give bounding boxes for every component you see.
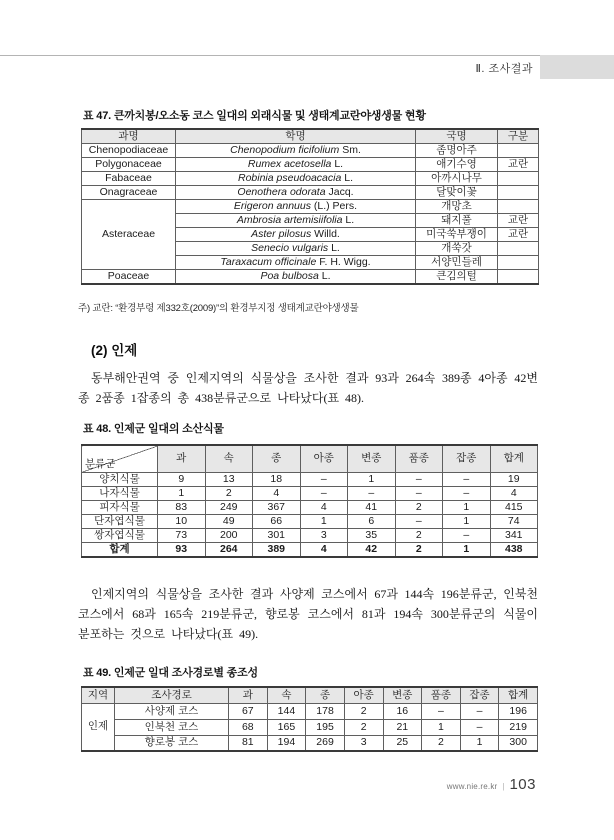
value-cell: – [460, 719, 499, 735]
section-title: (2) 인제 [91, 343, 138, 358]
table-row [82, 158, 539, 172]
taxon-cell: 나자식물 [82, 486, 158, 500]
page-footer [78, 777, 536, 795]
value-cell: 81 [229, 735, 268, 751]
korean-name-cell: 아까시나무 [416, 172, 498, 186]
value-cell: – [460, 703, 499, 719]
korean-name-cell: 큰김의털 [416, 270, 498, 285]
value-cell: 66 [253, 514, 301, 528]
route-cell: 인북천 코스 [115, 719, 229, 735]
footer-page-number: 103 [509, 776, 536, 793]
category-cell: 교란 [498, 214, 539, 228]
table-row [82, 703, 538, 719]
korean-name-cell: 좀명아주 [416, 144, 498, 158]
value-cell: 16 [383, 703, 422, 719]
value-cell: 2 [344, 719, 383, 735]
value-cell: 367 [253, 500, 301, 514]
value-cell: 10 [158, 514, 206, 528]
header-accent-box [540, 55, 614, 79]
value-cell: 2 [395, 528, 443, 542]
value-cell: 4 [300, 500, 348, 514]
value-cell: 195 [306, 719, 345, 735]
taxon-cell: 양치식물 [82, 472, 158, 486]
col-header: 과 [158, 445, 206, 472]
value-cell: 264 [205, 542, 253, 557]
value-cell: 178 [306, 703, 345, 719]
value-cell: – [395, 514, 443, 528]
value-cell: 1 [443, 542, 491, 557]
value-cell: 4 [300, 542, 348, 557]
col-header: 아종 [344, 687, 383, 703]
value-cell: 19 [490, 472, 538, 486]
value-cell: 4 [253, 486, 301, 500]
value-cell: 21 [383, 719, 422, 735]
value-cell: – [443, 528, 491, 542]
author: (L.) Pers. [313, 200, 358, 212]
value-cell: 2 [344, 703, 383, 719]
value-cell: – [443, 472, 491, 486]
value-cell: 49 [205, 514, 253, 528]
value-cell: 1 [443, 514, 491, 528]
author: L. [345, 214, 355, 226]
table-row [82, 144, 539, 158]
col-header-scientific-name: 학명 [176, 129, 416, 144]
taxon-cell: 피자식물 [82, 500, 158, 514]
value-cell: 341 [490, 528, 538, 542]
col-header-korean-name: 국명 [416, 129, 498, 144]
korean-name-cell: 애기수영 [416, 158, 498, 172]
value-cell: 415 [490, 500, 538, 514]
scientific-name-cell [176, 228, 416, 242]
korean-name-cell: 개쑥갓 [416, 242, 498, 256]
col-header: 과 [229, 687, 268, 703]
family-cell: Asteraceae [82, 200, 176, 270]
total-row [82, 542, 538, 557]
value-cell: 67 [229, 703, 268, 719]
value-cell: 219 [499, 719, 538, 735]
col-header: 속 [205, 445, 253, 472]
value-cell: 41 [348, 500, 396, 514]
value-cell: 194 [267, 735, 306, 751]
col-header-region: 지역 [82, 687, 115, 703]
table-row [82, 186, 539, 200]
value-cell: 144 [267, 703, 306, 719]
col-header: 품종 [395, 445, 443, 472]
col-header-category: 구분 [498, 129, 539, 144]
value-cell: 6 [348, 514, 396, 528]
header-section-title: Ⅱ. 조사결과 [475, 63, 533, 75]
value-cell: 165 [267, 719, 306, 735]
taxon-cell: 쌍자엽식물 [82, 528, 158, 542]
value-cell: 300 [499, 735, 538, 751]
value-cell: – [348, 486, 396, 500]
scientific-name: Senecio vulgaris [251, 242, 329, 254]
category-cell [498, 186, 539, 200]
corner-cell-diagonal [82, 445, 158, 472]
table-48 [81, 444, 538, 558]
route-cell: 사양제 코스 [115, 703, 229, 719]
family-cell: Fabaceae [82, 172, 176, 186]
value-cell: 2 [422, 735, 461, 751]
corner-label: 분류군 [85, 457, 116, 470]
korean-name-cell: 미국쑥부쟁이 [416, 228, 498, 242]
value-cell: 301 [253, 528, 301, 542]
category-cell [498, 242, 539, 256]
scientific-name: Aster pilosus [251, 228, 312, 240]
category-cell [498, 256, 539, 270]
value-cell: 1 [460, 735, 499, 751]
region-cell: 인제 [82, 703, 115, 751]
taxon-cell: 합계 [82, 542, 158, 557]
value-cell: 68 [229, 719, 268, 735]
col-header: 합계 [490, 445, 538, 472]
value-cell: 74 [490, 514, 538, 528]
scientific-name: Oenothera odorata [237, 186, 326, 198]
paragraph-2: 인제지역의 식물상을 조사한 결과 사양제 코스에서 67과 144속 196분류군, 인북천 코스에서 68과 165속 219분류군, 향로봉 코스에서 81과 194속 300분류군의 식물이 분포하는 것으로 나타났다(표 49). [78, 587, 538, 641]
table-row [82, 528, 538, 542]
footer-site-url: www.nie.re.kr [446, 782, 498, 791]
route-cell: 향로봉 코스 [115, 735, 229, 751]
footer-separator: | [502, 782, 505, 791]
value-cell: – [422, 703, 461, 719]
scientific-name-cell [176, 144, 416, 158]
author: L. [334, 158, 344, 170]
author: Sm. [342, 144, 361, 156]
value-cell: 1 [348, 472, 396, 486]
value-cell: 13 [205, 472, 253, 486]
scientific-name-cell [176, 186, 416, 200]
table48-header-row [82, 445, 538, 472]
table-row [82, 735, 538, 751]
scientific-name-cell [176, 242, 416, 256]
value-cell: 2 [205, 486, 253, 500]
category-cell [498, 200, 539, 214]
col-header-route: 조사경로 [115, 687, 229, 703]
value-cell: – [395, 472, 443, 486]
table-row [82, 514, 538, 528]
value-cell: 1 [422, 719, 461, 735]
scientific-name: Rumex acetosella [247, 158, 332, 170]
scientific-name: Poa bulbosa [260, 270, 319, 282]
value-cell: 73 [158, 528, 206, 542]
table-row [82, 200, 539, 214]
author: Willd. [314, 228, 340, 240]
table49-title: 표 49. 인제군 일대 조사경로별 종조성 [83, 667, 258, 679]
col-header: 합계 [499, 687, 538, 703]
value-cell: 269 [306, 735, 345, 751]
value-cell: 35 [348, 528, 396, 542]
korean-name-cell: 서양민들레 [416, 256, 498, 270]
value-cell: 18 [253, 472, 301, 486]
scientific-name-cell [176, 158, 416, 172]
table48-title: 표 48. 인제군 일대의 소산식물 [83, 423, 224, 435]
col-header: 잡종 [443, 445, 491, 472]
korean-name-cell: 달맞이꽃 [416, 186, 498, 200]
table49-header-row [82, 687, 538, 703]
col-header: 아종 [300, 445, 348, 472]
category-cell: 교란 [498, 158, 539, 172]
table-row [82, 719, 538, 735]
col-header: 품종 [422, 687, 461, 703]
table-row [82, 486, 538, 500]
scientific-name-cell [176, 214, 416, 228]
col-header: 변종 [383, 687, 422, 703]
category-cell [498, 172, 539, 186]
value-cell: 25 [383, 735, 422, 751]
author: Jacq. [328, 186, 354, 198]
author: L. [321, 270, 331, 282]
family-cell: Onagraceae [82, 186, 176, 200]
scientific-name: Chenopodium ficifolium [230, 144, 340, 156]
table47-title: 표 47. 큰까치봉/오소동 코스 일대의 외래식물 및 생태계교란야생생물 현황 [83, 110, 426, 122]
author: L. [344, 172, 353, 184]
scientific-name-cell [176, 270, 416, 285]
table-49 [81, 686, 538, 752]
value-cell: 83 [158, 500, 206, 514]
korean-name-cell: 돼지풀 [416, 214, 498, 228]
table-47 [81, 128, 539, 285]
table-row [82, 270, 539, 285]
col-header: 잡종 [460, 687, 499, 703]
paragraph-1: 동부해안권역 중 인제지역의 식물상을 조사한 결과 93과 264속 389종 4아종 42변종 2품종 1잡종의 총 438분류군으로 나타났다(표 48). [78, 371, 538, 405]
value-cell: 1 [158, 486, 206, 500]
category-cell [498, 144, 539, 158]
value-cell: – [395, 486, 443, 500]
family-cell: Polygonaceae [82, 158, 176, 172]
value-cell: 2 [395, 542, 443, 557]
value-cell: 3 [300, 528, 348, 542]
value-cell: 9 [158, 472, 206, 486]
scientific-name: Erigeron annuus [233, 200, 311, 212]
table-row [82, 172, 539, 186]
table-row [82, 472, 538, 486]
value-cell: – [443, 486, 491, 500]
value-cell: 3 [344, 735, 383, 751]
value-cell: 1 [443, 500, 491, 514]
korean-name-cell: 개망초 [416, 200, 498, 214]
value-cell: – [300, 472, 348, 486]
table47-header-row [82, 129, 539, 144]
family-cell: Poaceae [82, 270, 176, 285]
value-cell: 1 [300, 514, 348, 528]
header-rule [0, 55, 540, 56]
value-cell: 249 [205, 500, 253, 514]
value-cell: 42 [348, 542, 396, 557]
value-cell: 2 [395, 500, 443, 514]
author: F. H. Wigg. [319, 256, 371, 268]
value-cell: 4 [490, 486, 538, 500]
col-header: 속 [267, 687, 306, 703]
value-cell: 389 [253, 542, 301, 557]
table-row [82, 500, 538, 514]
scientific-name: Ambrosia artemisiifolia [236, 214, 343, 226]
value-cell: – [300, 486, 348, 500]
scientific-name-cell [176, 256, 416, 270]
col-header: 종 [306, 687, 345, 703]
author: L. [331, 242, 340, 254]
taxon-cell: 단자엽식물 [82, 514, 158, 528]
col-header: 변종 [348, 445, 396, 472]
col-header-family: 과명 [82, 129, 176, 144]
value-cell: 93 [158, 542, 206, 557]
value-cell: 438 [490, 542, 538, 557]
value-cell: 200 [205, 528, 253, 542]
col-header: 종 [253, 445, 301, 472]
family-cell: Chenopodiaceae [82, 144, 176, 158]
category-cell [498, 270, 539, 285]
value-cell: 196 [499, 703, 538, 719]
scientific-name: Taraxacum officinale [220, 256, 317, 268]
table47-footnote: 주) 교란: “환경부령 제332호(2009)”의 환경부지정 생태계교란야생생물 [78, 303, 359, 314]
scientific-name-cell [176, 200, 416, 214]
scientific-name-cell [176, 172, 416, 186]
category-cell: 교란 [498, 228, 539, 242]
scientific-name: Robinia pseudoacacia [237, 172, 342, 184]
